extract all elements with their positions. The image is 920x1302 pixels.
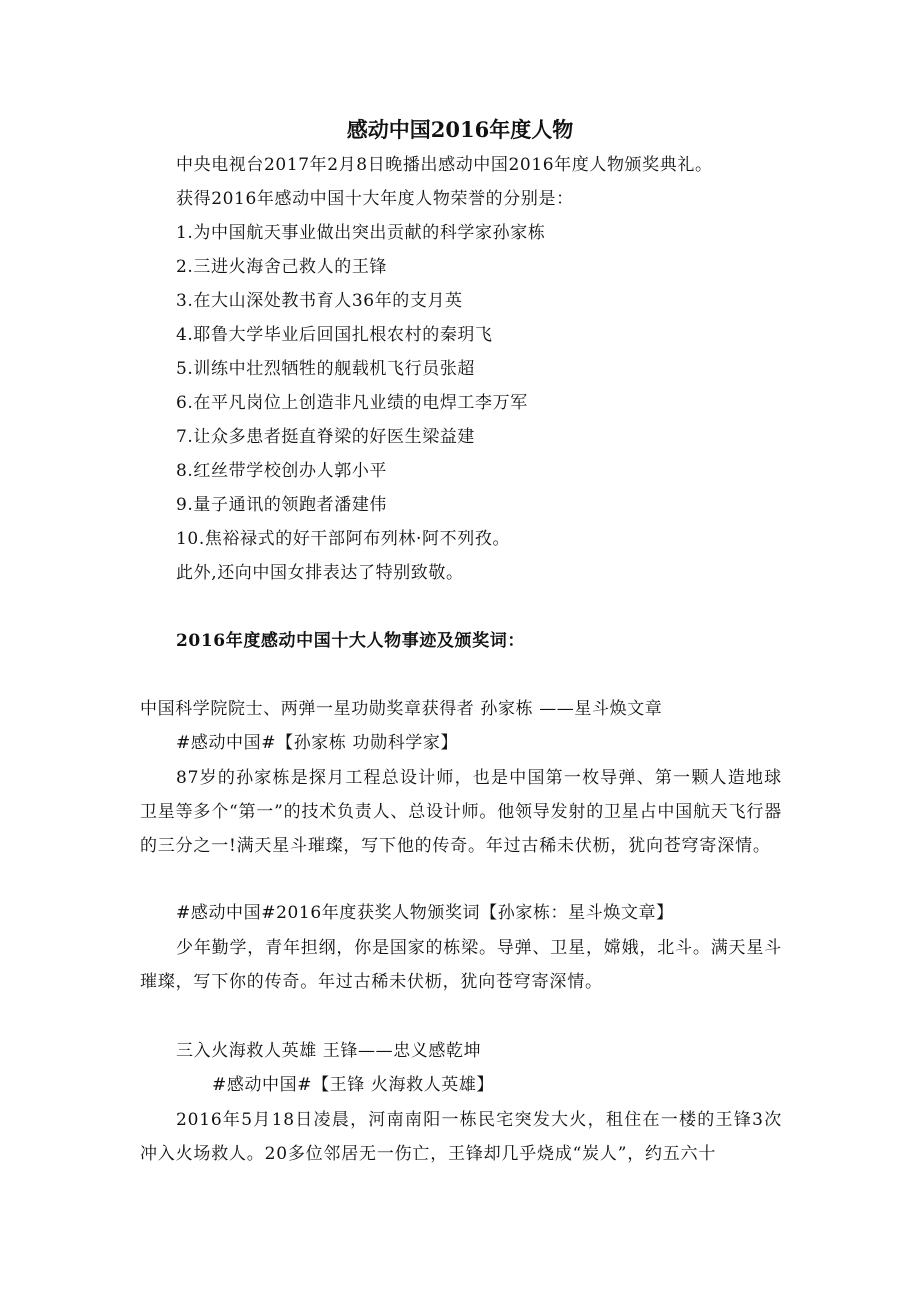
honoree-item-8: 8.红丝带学校创办人郭小平 <box>176 461 388 481</box>
entry-story: 2016年5月18日凌晨，河南南阳一栋民宅突发大火，租住在一楼的王锋3次冲入火场救人。20多位邻居无一伤亡，王锋却几乎烧成“炭人”，约五六十 <box>140 1110 782 1164</box>
entry-heading: 三入火海救人英雄 王锋——忠义感乾坤 <box>176 1041 482 1061</box>
honoree-item-2: 2.三进火海舍己救人的王锋 <box>176 257 388 277</box>
entry-citation: 少年勤学，青年担纲，你是国家的栋梁。导弹、卫星，嫦娥，北斗。满天星斗璀璨，写下你的传奇。年过古稀未伏枥，犹向苍穹寄深情。 <box>140 938 782 992</box>
entry-heading: 中国科学院院士、两弹一星功勋奖章获得者 孙家栋 ——星斗焕文章 <box>140 699 663 719</box>
honoree-item-3: 3.在大山深处教书育人36年的支月英 <box>176 291 463 311</box>
intro-broadcast-line: 中央电视台2017年2月8日晚播出感动中国2016年度人物颁奖典礼。 <box>176 155 713 175</box>
salute-line: 此外,还向中国女排表达了特别致敬。 <box>176 563 464 583</box>
entry-story: 87岁的孙家栋是探月工程总设计师，也是中国第一枚导弹、第一颗人造地球卫星等多个“第一”的技术负责人、总设计师。他领导发射的卫星占中国航天飞行器的三分之一!满天星斗璀璨，写下他的传奇。年过古稀未伏枥，犹向苍穹寄深情。 <box>140 768 782 856</box>
entry-award-tag: #感动中国#2016年度获奖人物颁奖词【孙家栋：星斗焕文章】 <box>176 903 674 923</box>
honoree-item-6: 6.在平凡岗位上创造非凡业绩的电焊工李万军 <box>176 393 528 413</box>
document-title: 感动中国2016年度人物 <box>346 117 574 142</box>
honoree-item-5: 5.训练中壮烈牺牲的舰载机飞行员张超 <box>176 359 476 379</box>
honoree-item-10: 10.焦裕禄式的好干部阿布列林·阿不列孜。 <box>176 529 511 549</box>
entry-tag: #感动中国#【王锋 火海救人英雄】 <box>212 1075 495 1095</box>
intro-honor-line: 获得2016年感动中国十大年度人物荣誉的分别是： <box>176 189 574 209</box>
section-heading: 2016年度感动中国十大人物事迹及颁奖词： <box>176 631 525 651</box>
honoree-item-7: 7.让众多患者挺直脊梁的好医生梁益建 <box>176 427 476 447</box>
honoree-item-4: 4.耶鲁大学毕业后回国扎根农村的秦玥飞 <box>176 325 493 345</box>
entry-tag: #感动中国#【孙家栋 功勋科学家】 <box>176 733 459 753</box>
honoree-item-1: 1.为中国航天事业做出突出贡献的科学家孙家栋 <box>176 223 546 243</box>
honoree-item-9: 9.量子通讯的领跑者潘建伟 <box>176 495 388 515</box>
